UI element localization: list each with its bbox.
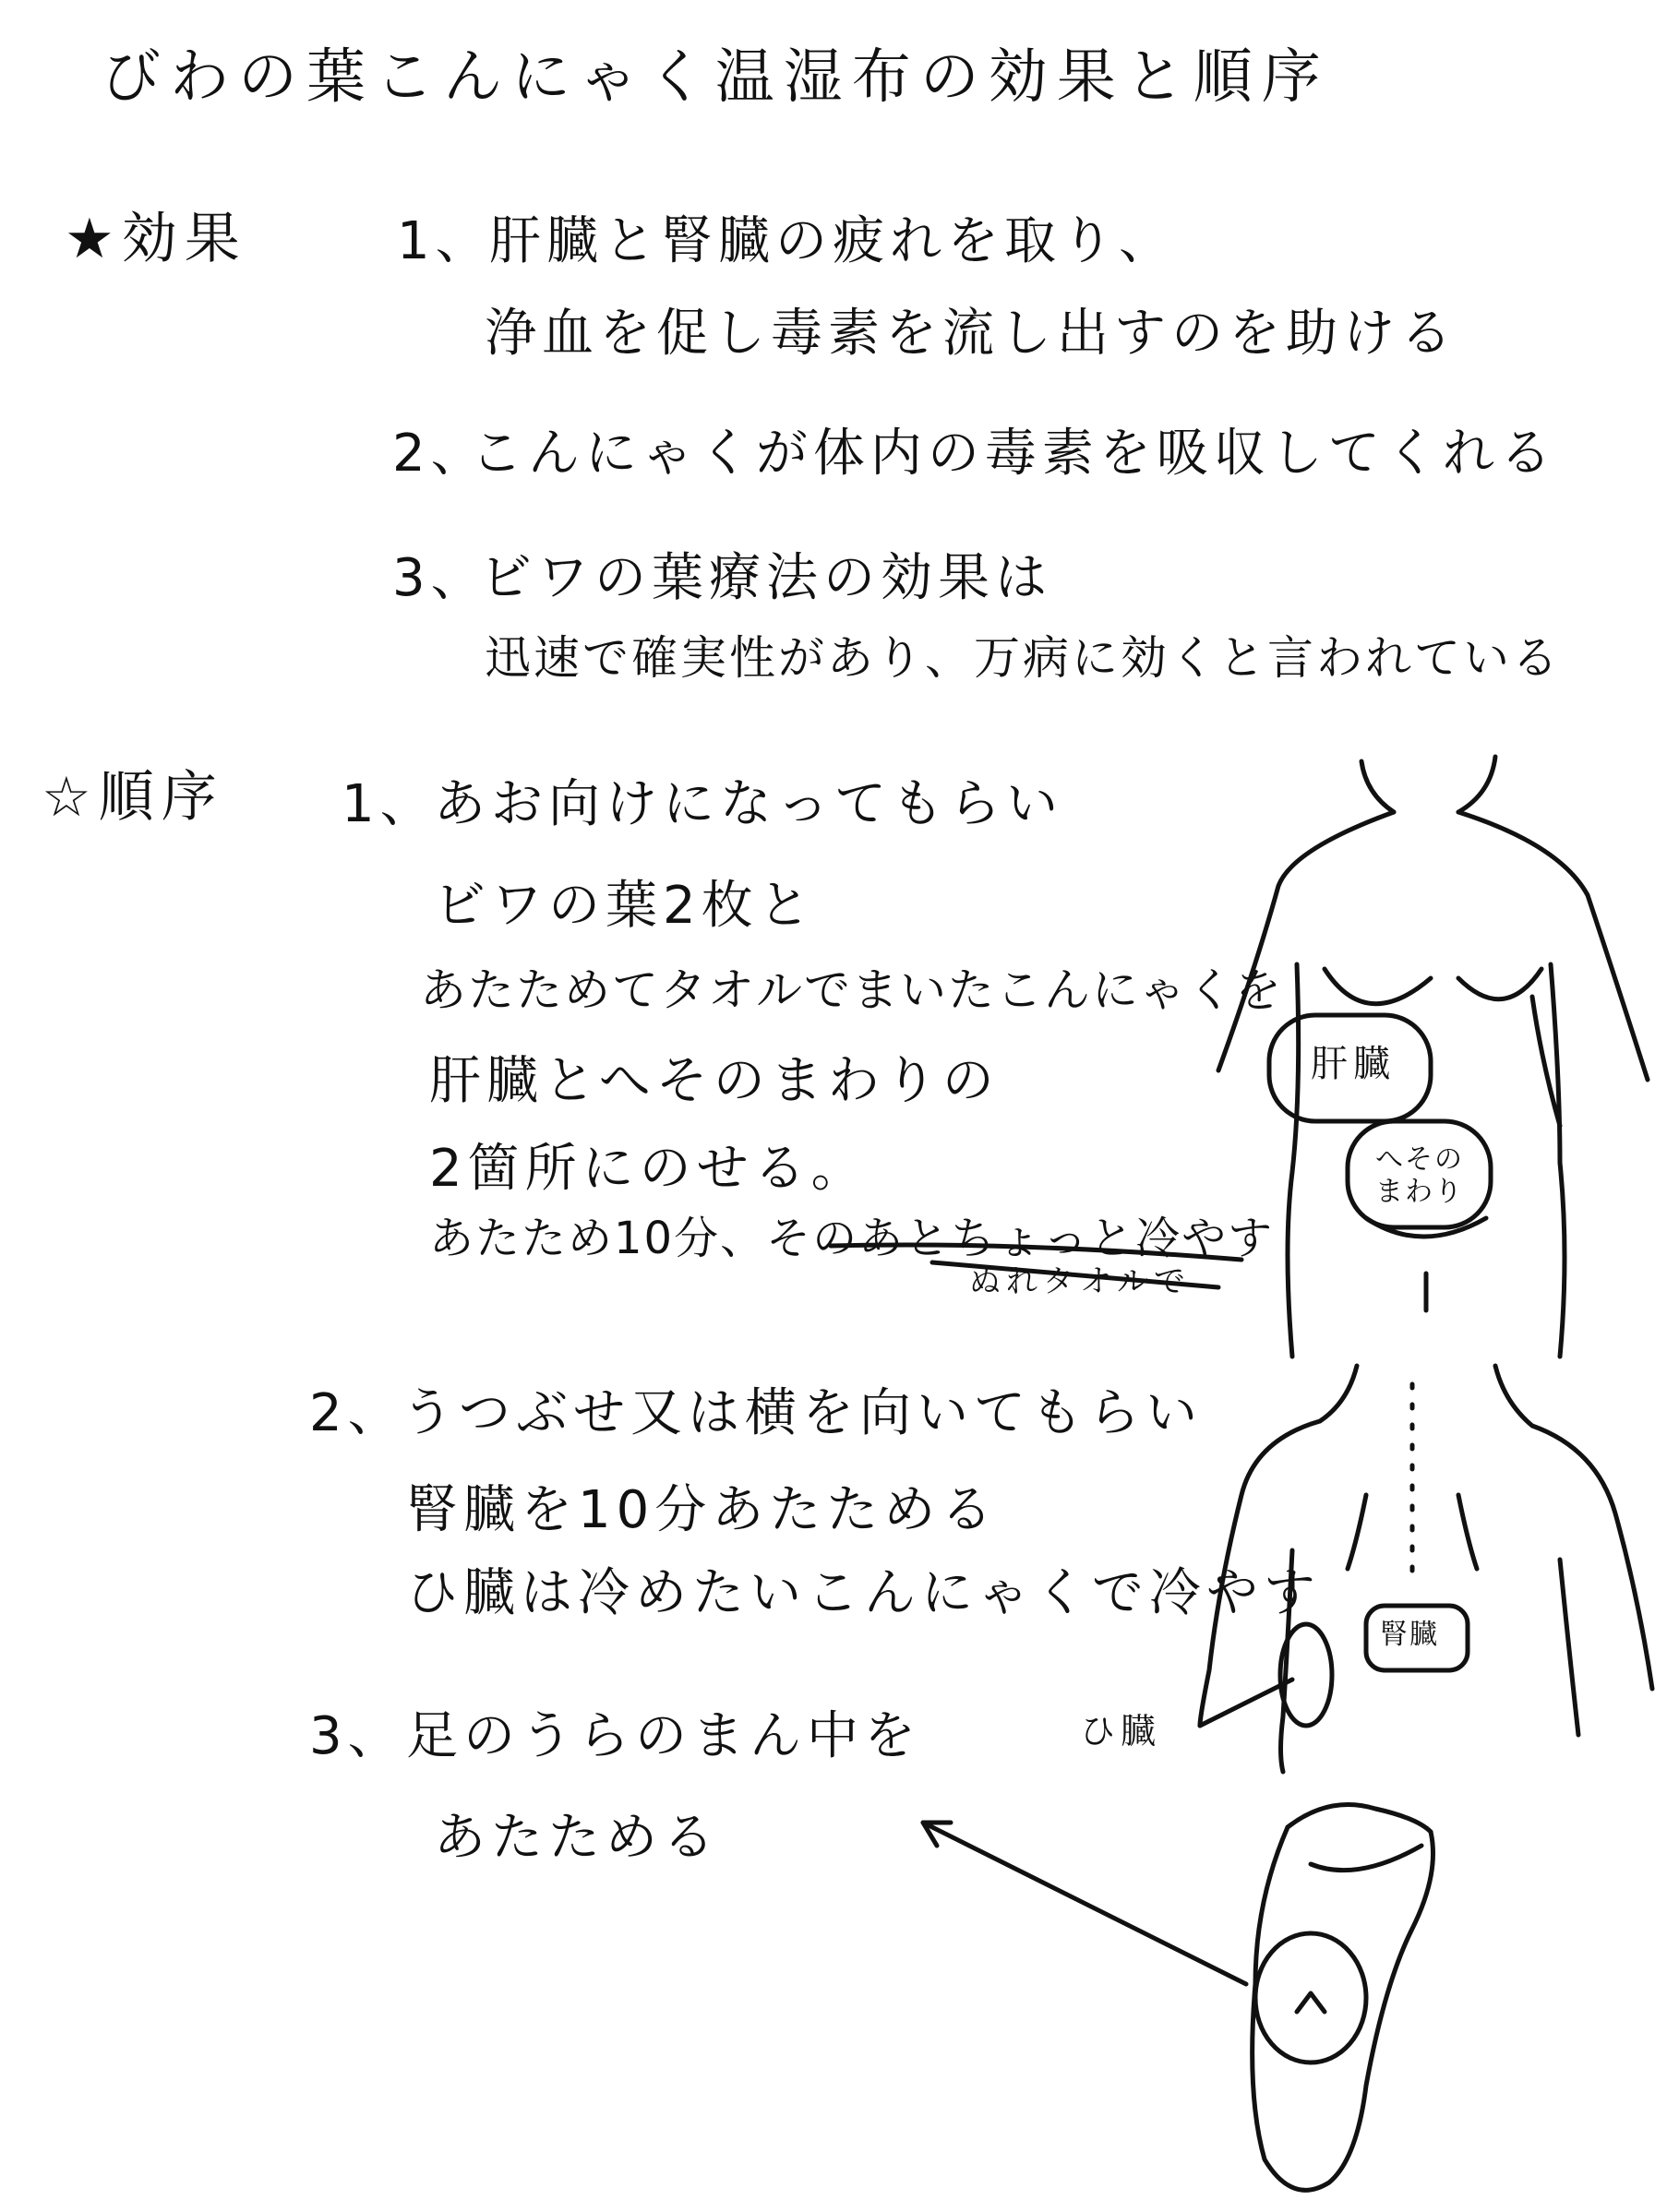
step-1-line-6: あたため10分、そのあとちょっと冷やす [429,1213,1275,1264]
step-2-line-2: 腎臓を10分あたためる [406,1480,999,1540]
front-body-figure [1218,757,1648,1357]
step-1-line-3: あたためてタオルでまいたこんにゃくを [420,963,1283,1017]
step-2-line-1: うつぶせ又は横を向いてもらい [402,1383,1203,1443]
effect-2-line-1: こんにゃくが体内の毒素を吸収してくれる [471,424,1557,484]
procedure-heading: ☆順序 [42,765,224,830]
effect-3-number: 3、 [392,548,488,608]
effects-heading: ★効果 [65,207,247,271]
step-1-number: 1、 [342,774,438,834]
foot-figure [923,1805,1433,2191]
front-label-navel-line-2: まわり [1375,1176,1464,1208]
effect-3-line-1: ビワの葉療法の効果は [480,548,1052,608]
spleen-patch [1280,1624,1332,1726]
step-2-number: 2、 [309,1383,405,1443]
effect-1-line-2: 浄血を促し毒素を流し出すのを助ける [485,304,1457,364]
step-3-line-2: あたためる [434,1808,720,1868]
back-label-kidney: 腎臓 [1380,1619,1439,1651]
front-label-liver: 肝臓 [1311,1043,1396,1085]
back-label-spleen: ひ臓 [1080,1711,1162,1752]
step-2-line-3: ひ臓は冷めたいこんにゃくで冷やす [406,1563,1321,1623]
front-label-navel-line-1: へその [1375,1143,1464,1176]
step-1-annotation: ぬれタオルで [969,1263,1191,1300]
step-1-line-1: あお向けになってもらい [434,774,1063,834]
effect-1-line-1: 肝臓と腎臓の疲れを取り、 [489,211,1176,271]
effect-2-number: 2、 [392,424,488,484]
step-1-line-2: ビワの葉2枚と [434,876,816,936]
step-3-number: 3、 [309,1706,405,1766]
step-1-underline-2 [932,1262,1218,1287]
step-3-line-1: 足のうらのまん中を [406,1706,921,1766]
step-1-line-5: 2箇所にのせる。 [429,1139,869,1199]
foot-center-mark [1255,1933,1366,2063]
step-1-line-4: 肝臓とへそのまわりの [429,1051,1000,1111]
effect-3-line-2: 迅速で確実性があり、万病に効くと言われている [485,631,1561,685]
step-1-underline [831,1245,1241,1260]
page-title: びわの葉こんにゃく温湿布の効果と順序 [102,43,1330,112]
effect-1-number: 1、 [397,211,493,271]
back-body-figure [1200,1366,1652,1772]
